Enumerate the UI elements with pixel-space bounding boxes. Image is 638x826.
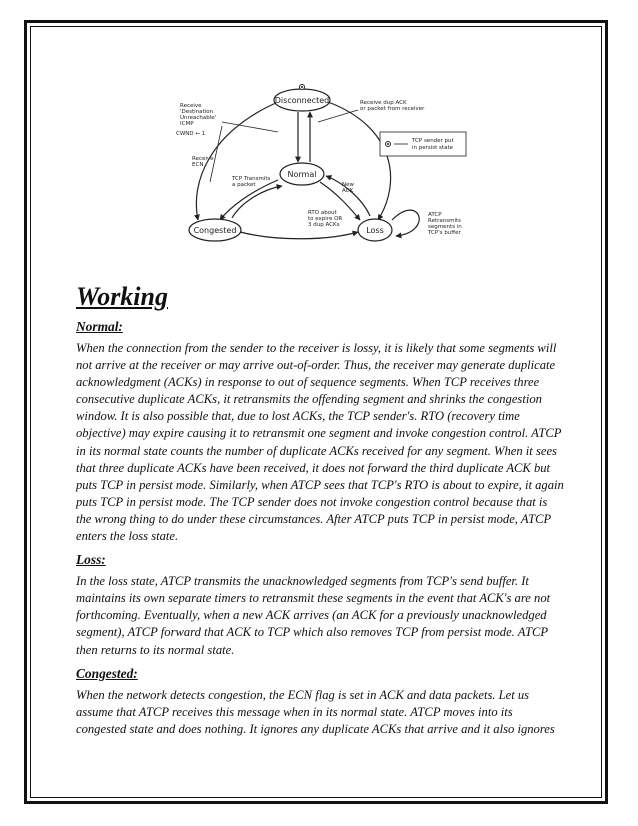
section-heading: Working bbox=[76, 282, 168, 311]
label-atcp-3: segments in bbox=[428, 224, 462, 230]
label-atcp-4: TCP's buffer bbox=[428, 230, 461, 236]
label-rto-2: to expire OR bbox=[308, 216, 343, 222]
label-rto-1: RTO about bbox=[308, 210, 337, 216]
pointer-dest bbox=[222, 122, 278, 132]
legend-text-1: TCP sender put bbox=[412, 138, 454, 144]
label-receive-ecn-1: Receive bbox=[192, 156, 214, 162]
label-new-ack-1: New bbox=[342, 182, 354, 188]
label-receive-dest-2: 'Destination bbox=[180, 109, 214, 115]
subheading-loss: Loss: bbox=[76, 552, 106, 568]
legend-text-2: in persist state bbox=[412, 145, 453, 151]
label-receive-dest-4: ICMP bbox=[180, 121, 194, 127]
paragraph-loss: In the loss state, ATCP transmits the unacknowledged segments from TCP's send buffer. It maintains its own separate timers to retransmit these segments in the event that ACK's are not forthcoming. Eventually, when a new ACK arrives (an ACK for a previously unacknowledged segment), ATCP forward that ACK to TCP which also removes TCP from persist mode. ATCP then returns to its normal state. bbox=[76, 574, 551, 657]
label-atcp-2: Retransmits bbox=[428, 218, 462, 224]
label-tcp-transmits-2: a packet bbox=[232, 182, 256, 188]
arc-disconnected-to-loss bbox=[328, 102, 391, 220]
label-new-ack-2: ACK bbox=[342, 188, 354, 194]
subheading-congested: Congested: bbox=[76, 665, 138, 681]
paragraph-congested: When the network detects congestion, the ECN flag is set in ACK and data packets. Let us assume that ATCP receives this message when in its normal state. ATCP moves into its congested state and does nothing. It ignores any duplicate ACKs that arrive and it also ignores bbox=[76, 687, 555, 736]
label-dup-ack-2: or packet from receiver bbox=[360, 106, 425, 112]
persist-marker-icon bbox=[300, 85, 305, 90]
subheading-normal: Normal: bbox=[76, 319, 123, 334]
legend-box bbox=[380, 132, 466, 156]
label-cwnd: CWND ← 1 bbox=[176, 131, 206, 137]
label-receive-dest-1: Receive bbox=[180, 103, 202, 109]
label-tcp-transmits-1: TCP Transmits bbox=[232, 176, 271, 182]
atcp-state-diagram bbox=[170, 82, 510, 258]
state-normal bbox=[280, 163, 324, 185]
state-congested bbox=[189, 219, 241, 241]
svg-text:Disconnected: Disconnected bbox=[274, 96, 330, 105]
label-dup-ack-1: Receive dup ACK bbox=[360, 100, 407, 106]
label-receive-ecn-2: ECN bbox=[192, 162, 204, 168]
arrow-congested-loss bbox=[240, 232, 358, 239]
pointer-dup bbox=[318, 110, 358, 122]
svg-text:Congested: Congested bbox=[193, 226, 237, 235]
document-body bbox=[76, 282, 564, 744]
loop-loss bbox=[392, 210, 419, 236]
state-loss bbox=[358, 219, 392, 241]
state-disconnected bbox=[274, 89, 330, 111]
svg-text:Loss: Loss bbox=[366, 226, 384, 235]
paragraph-normal: When the connection from the sender to the receiver is lossy, it is likely that some segments will not arrive at the receiver or may arrive out-of-order. Thus, the receiver may generate duplicate acknowledgment (ACKs) in response to out of sequence segments. When TCP receives three consecutive duplicate ACKs, it retransmits the offending segment and shrinks the congestion window. It is also possible that, due to lost ACKs, the TCP sender's. RTO (recovery time objective) may expire causing it to retransmit one segment and invoke congestion control. ATCP in its normal state counts the number of duplicate ACKs received for any segment. When it sees that three duplicate ACKs have been received, it does not forward the third duplicate ACK but puts TCP in persist mode. Similarly, when ATCP sees that TCP's RTO is about to expire, it again puts TCP in persist mode. The TCP sender does not invoke congestion control because that is the wrong thing to do under these circumstances. After ATCP puts TCP in persist mode, ATCP enters the loss state. bbox=[76, 341, 564, 544]
label-rto-3: 3 dup ACKs bbox=[308, 222, 340, 228]
label-atcp-1: ATCP bbox=[428, 212, 442, 218]
label-receive-dest-3: Unreachable' bbox=[180, 115, 217, 121]
svg-text:Normal: Normal bbox=[287, 170, 317, 179]
